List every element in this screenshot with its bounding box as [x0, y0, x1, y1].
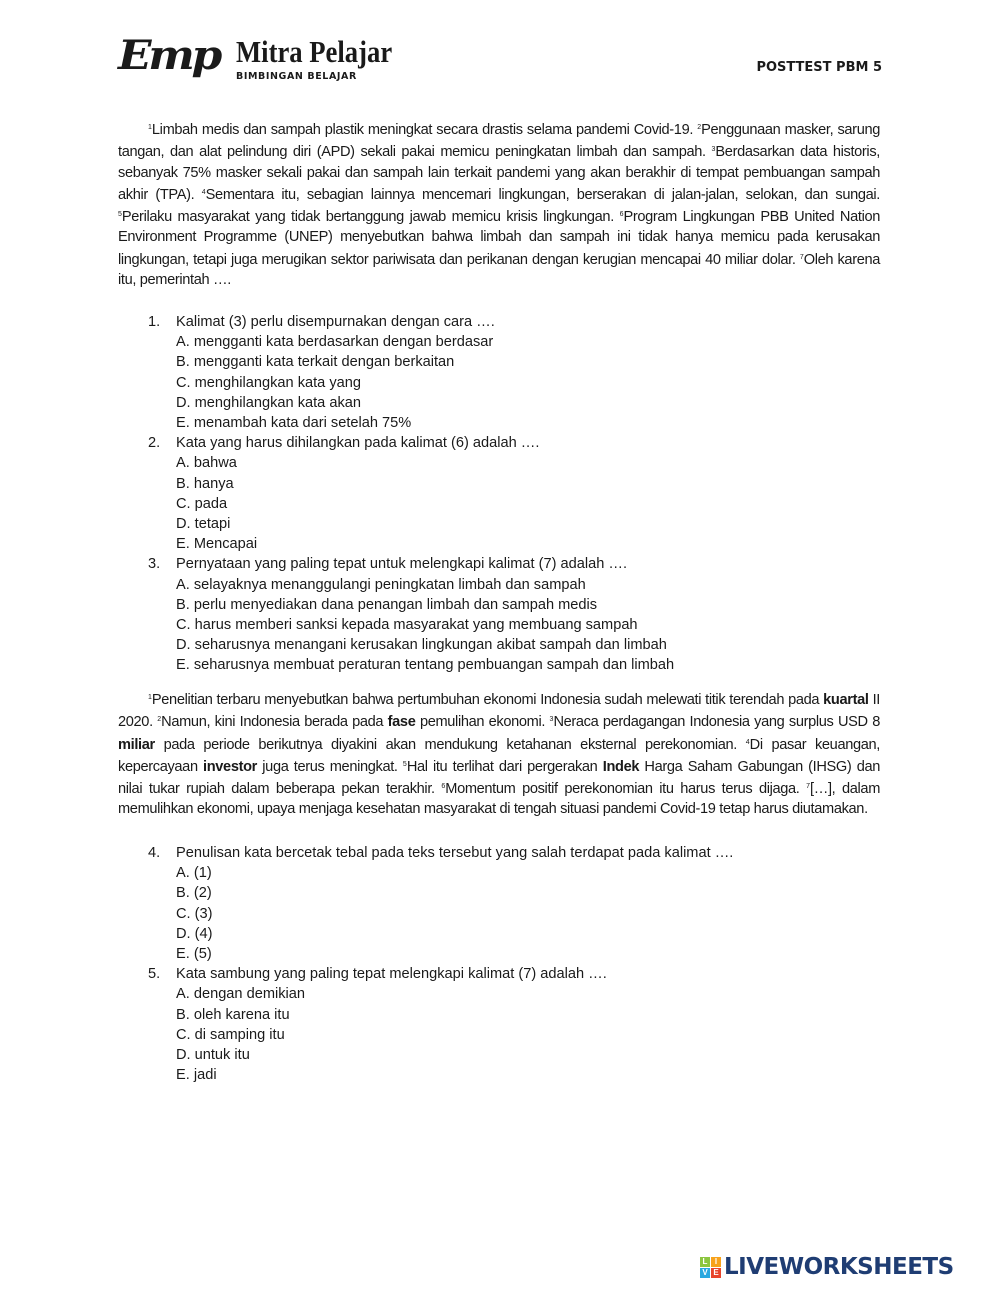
- question-text: Kata yang harus dihilangkan pada kalimat (6) adalah ….: [176, 435, 540, 452]
- answer-option[interactable]: C. di samping itu: [176, 1026, 285, 1043]
- answer-option[interactable]: A. bahwa: [176, 455, 237, 472]
- answer-option[interactable]: B. hanya: [176, 475, 234, 492]
- question-list-2: [148, 843, 888, 1085]
- passage-text: Berdasarkan data historis, sebanyak 75% masker sekali pakai dan sampah lain terkait pandemi yang akan berakhir di tempat pembuangan sampah akhir (TPA).: [118, 144, 880, 203]
- answer-option[interactable]: C. pada: [176, 495, 228, 512]
- question-number: 1.: [148, 314, 161, 330]
- question-number: 4.: [148, 845, 161, 861]
- question-item: [148, 554, 888, 675]
- answer-option[interactable]: E. Mencapai: [176, 536, 258, 553]
- sentence-number: 1: [148, 694, 152, 701]
- answer-option[interactable]: C. (3): [176, 905, 213, 922]
- live-letter-tile: E: [711, 1268, 721, 1278]
- passage-text: Harga Saham Gabungan (IHSG) dan nilai tukar rupiah dalam beberapa pekan terakhir.: [118, 758, 881, 798]
- sentence-number: 2: [157, 716, 162, 724]
- live-letter-tile: V: [700, 1268, 710, 1278]
- passage-text: Penelitian terbaru menyebutkan bahwa pertumbuhan ekonomi Indonesia sudah melewati titik terendah pada: [151, 692, 824, 708]
- sentence-number: 5: [402, 760, 407, 768]
- passage-text: II 2020.: [118, 692, 880, 731]
- sentence-number: 6: [619, 211, 624, 219]
- page-title: POSTTEST PBM 5: [756, 60, 882, 75]
- bold-word: fase: [387, 714, 416, 731]
- question-list-1: [148, 312, 888, 676]
- passage-text: Di pasar keuangan, kepercayaan: [118, 736, 880, 775]
- answer-option[interactable]: B. mengganti kata terkait dengan berkaitan: [176, 354, 455, 371]
- bold-word: kuartal: [823, 692, 869, 708]
- passage-text: Program Lingkungan PBB United Nation Environment Programme (UNEP) menyebutkan bahwa limbah dan sampah ini tidak hanya memicu pada kerusakan lingkungan, tetapi juga merugikan sektor pariwisata dan perikanan dengan kerugian mencapai 40 miliar dolar.: [118, 209, 880, 268]
- answer-option[interactable]: A. selayaknya menanggulangi peningkatan limbah dan sampah: [176, 576, 586, 593]
- passage-text: Limbah medis dan sampah plastik meningkat secara drastis selama pandemi Covid-19.: [151, 122, 698, 138]
- question-item: [148, 312, 888, 433]
- passage-text: Sementara itu, sebagian lainnya mencemari lingkungan, berserakan di jalan-jalan, selokan, dan sungai.: [205, 186, 881, 203]
- reading-passage-1: [118, 118, 880, 290]
- bold-word: Indek: [602, 758, 640, 775]
- answer-option[interactable]: B. (2): [176, 885, 212, 902]
- passage-text: […], dalam memulihkan ekonomi, upaya menjaga kesehatan masyarakat di tengah situasi pandemi Covid-19 tetap harus diutamakan.: [118, 781, 881, 818]
- live-letter-tile: L: [700, 1257, 710, 1267]
- question-text: Kalimat (3) perlu disempurnakan dengan cara ….: [176, 314, 495, 330]
- sentence-number: 3: [549, 716, 554, 724]
- question-text: Kata sambung yang paling tepat melengkapi kalimat (7) adalah ….: [176, 966, 607, 983]
- sentence-number: 2: [697, 124, 702, 131]
- question-item: [148, 433, 888, 554]
- brand-name: LIVEWORKSHEETS: [724, 1254, 954, 1280]
- bold-word: investor: [203, 758, 257, 775]
- passage-text: Perilaku masyarakat yang tidak bertanggung jawab memicu krisis lingkungan.: [121, 209, 620, 226]
- bold-word: miliar: [118, 736, 155, 753]
- answer-option[interactable]: A. dengan demikian: [176, 986, 305, 1003]
- answer-option[interactable]: C. harus memberi sanksi kepada masyarakat yang membuang sampah: [176, 617, 638, 634]
- answer-option[interactable]: E. menambah kata dari setelah 75%: [176, 415, 412, 432]
- passage-text: Momentum positif perekonomian itu harus terus dijaga.: [445, 781, 807, 798]
- sentence-number: 6: [441, 783, 446, 791]
- passage-text: Penggunaan masker, sarung tangan, dan alat pelindung diri (APD) sekali pakai memicu peningkatan limbah dan sampah.: [118, 122, 880, 161]
- sentence-number: 5: [118, 211, 122, 219]
- passage-text: Hal itu terlihat dari pergerakan: [406, 758, 603, 775]
- liveworksheets-logo-icon: [700, 1257, 721, 1278]
- answer-option[interactable]: A. (1): [176, 865, 212, 882]
- answer-option[interactable]: E. seharusnya membuat peraturan tentang pembuangan sampah dan limbah: [176, 657, 675, 674]
- logo: [118, 30, 408, 90]
- question-number: 3.: [148, 556, 161, 573]
- question-text: Pernyataan yang paling tepat untuk melengkapi kalimat (7) adalah ….: [176, 556, 628, 573]
- passage-text: pemulihan ekonomi.: [415, 714, 550, 731]
- passage-text: Oleh karena itu, pemerintah ….: [118, 251, 881, 289]
- answer-option[interactable]: B. oleh karena itu: [176, 1006, 290, 1023]
- answer-option[interactable]: D. (4): [176, 925, 213, 942]
- sentence-number: 7: [806, 783, 811, 791]
- passage-text: Neraca perdagangan Indonesia yang surplus USD 8: [553, 714, 880, 731]
- answer-option[interactable]: A. mengganti kata berdasarkan dengan berdasar: [176, 334, 494, 351]
- sentence-number: 3: [711, 146, 716, 154]
- sentence-number: 1: [148, 124, 152, 131]
- sentence-number: 4: [201, 188, 206, 196]
- answer-option[interactable]: B. perlu menyediakan dana penangan limbah dan sampah medis: [176, 596, 598, 613]
- answer-option[interactable]: D. menghilangkan kata akan: [176, 394, 361, 411]
- question-number: 5.: [148, 966, 161, 983]
- question-text: Penulisan kata bercetak tebal pada teks tersebut yang salah terdapat pada kalimat ….: [176, 845, 734, 861]
- sentence-number: 7: [799, 253, 804, 261]
- sentence-number: 4: [745, 738, 750, 746]
- question-item: [148, 843, 888, 964]
- answer-option[interactable]: D. seharusnya menangani kerusakan lingkungan akibat sampah dan limbah: [176, 637, 667, 654]
- passage-text: pada periode berikutnya diyakini akan mendukung ketahanan eksternal perekonomian.: [154, 736, 746, 753]
- answer-option[interactable]: E. jadi: [176, 1067, 217, 1084]
- question-item: [148, 964, 888, 1085]
- answer-option[interactable]: C. menghilangkan kata yang: [176, 374, 361, 391]
- answer-option[interactable]: D. tetapi: [176, 516, 231, 533]
- logo-name: Mitra Pelajar: [236, 34, 393, 69]
- reading-passage-2: [118, 688, 880, 820]
- answer-option[interactable]: E. (5): [176, 946, 212, 963]
- answer-option[interactable]: D. untuk itu: [176, 1047, 250, 1064]
- question-number: 2.: [148, 435, 161, 452]
- live-letter-tile: I: [711, 1257, 721, 1267]
- passage-text: juga terus meningkat.: [257, 758, 403, 775]
- liveworksheets-footer: [700, 1254, 954, 1280]
- passage-text: Namun, kini Indonesia berada pada: [161, 714, 388, 731]
- logo-subtitle: BIMBINGAN BELAJAR: [236, 71, 357, 82]
- logo-mark: Emp: [118, 32, 219, 79]
